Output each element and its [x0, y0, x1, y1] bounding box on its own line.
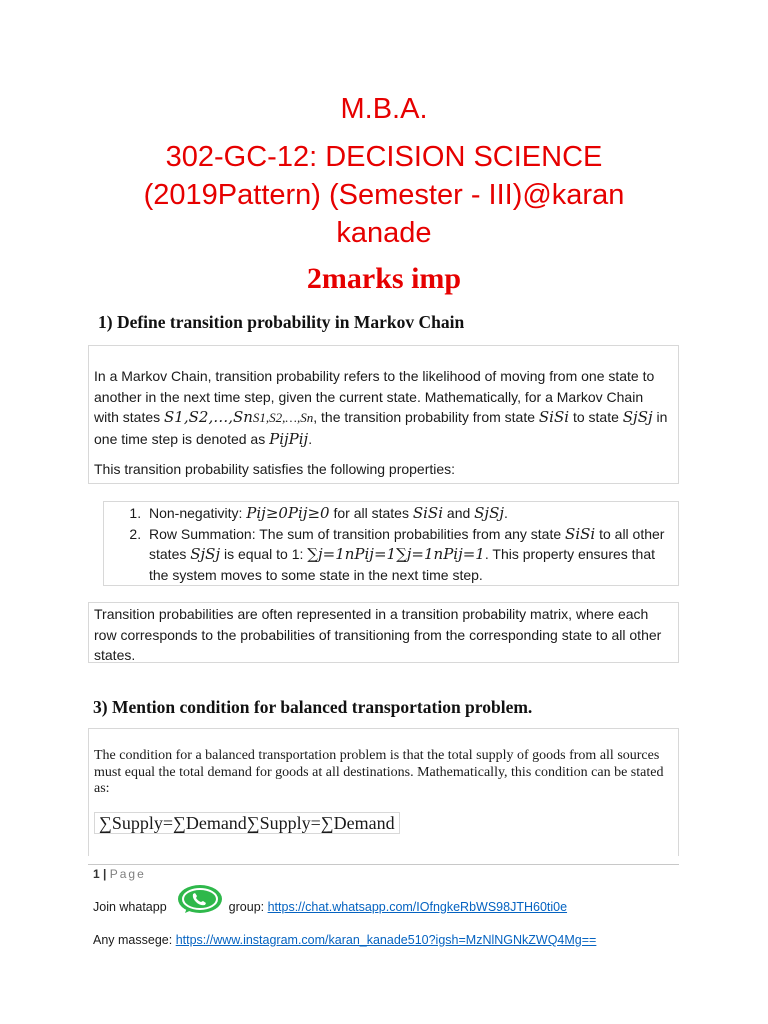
footer-divider	[88, 864, 679, 865]
whatsapp-icon	[176, 883, 224, 917]
pattern-subtitle: (2019Pattern) (Semester - III)@karan	[143, 179, 625, 211]
definition-paragraph: In a Markov Chain, transition probability refers to the likelihood of moving from one state to another in the next time step, given the current state. Mathematically, for a Markov Chain with states S1,S2,…,SnS1,S2,…,Sn, the transition probability from state SiSi to state SjSj in one time step is denoted as PijPij.	[94, 368, 668, 448]
question-1-heading: 1) Define transition probability in Markov Chain	[98, 312, 465, 332]
question-3-heading: 3) Mention condition for balanced transportation problem.	[93, 697, 533, 717]
join-label: Join whatapp	[93, 900, 167, 914]
math-state-j: SjSj	[622, 408, 653, 427]
answer-box-transportation	[88, 728, 679, 856]
list-item: 1. Non-negativity: Pij≥0Pij≥0 for all states SiSi and SjSj.	[145, 503, 670, 524]
math-states: S1,S2,…,Sn	[164, 408, 253, 427]
whatsapp-group-link[interactable]: https://chat.whatsapp.com/IOfngkeRbWS98JTH60ti0e	[267, 900, 568, 914]
instagram-link[interactable]: https://www.instagram.com/karan_kanade510?igsh=MzNlNGNkZWQ4Mg==	[175, 933, 597, 947]
course-title: 302-GC-12: DECISION SCIENCE	[165, 141, 603, 173]
transportation-paragraph: The condition for a balanced transportation problem is that the total supply of goods from all sources must equal the total demand for goods at all destinations. Mathematically, this condition can be stated as:	[94, 748, 664, 796]
answer-box-matrix	[88, 602, 679, 663]
balance-equation: ∑Supply=∑Demand∑Supply=∑Demand	[94, 812, 400, 835]
page-number: 1 | Page	[93, 867, 146, 881]
whatsapp-line	[93, 900, 567, 914]
math-pij: PijPij	[269, 429, 309, 448]
properties-intro: This transition probability satisfies the following properties:	[94, 461, 456, 478]
marks-heading: 2marks imp	[306, 262, 462, 295]
document-title: M.B.A.	[340, 93, 428, 125]
group-label: group:	[228, 900, 268, 914]
list-item: 2. Row Summation: The sum of transition probabilities from any state SiSi to all other states SjSj is equal to 1: ∑j=1nPij=1∑j=1nPij=1. This property ensures that the system moves to some state in the next time step.	[145, 524, 670, 586]
answer-box-properties	[103, 501, 679, 586]
instagram-line	[93, 933, 596, 947]
answer-box-intro	[88, 345, 679, 484]
author-name: kanade	[336, 217, 432, 249]
math-state-i: SiSi	[538, 408, 570, 427]
massege-label: Any massege:	[93, 933, 176, 947]
properties-list	[109, 503, 670, 585]
matrix-paragraph: Transition probabilities are often represented in a transition probability matrix, where each row corresponds to the probabilities of transitioning from the corresponding state to all other states.	[94, 606, 662, 664]
